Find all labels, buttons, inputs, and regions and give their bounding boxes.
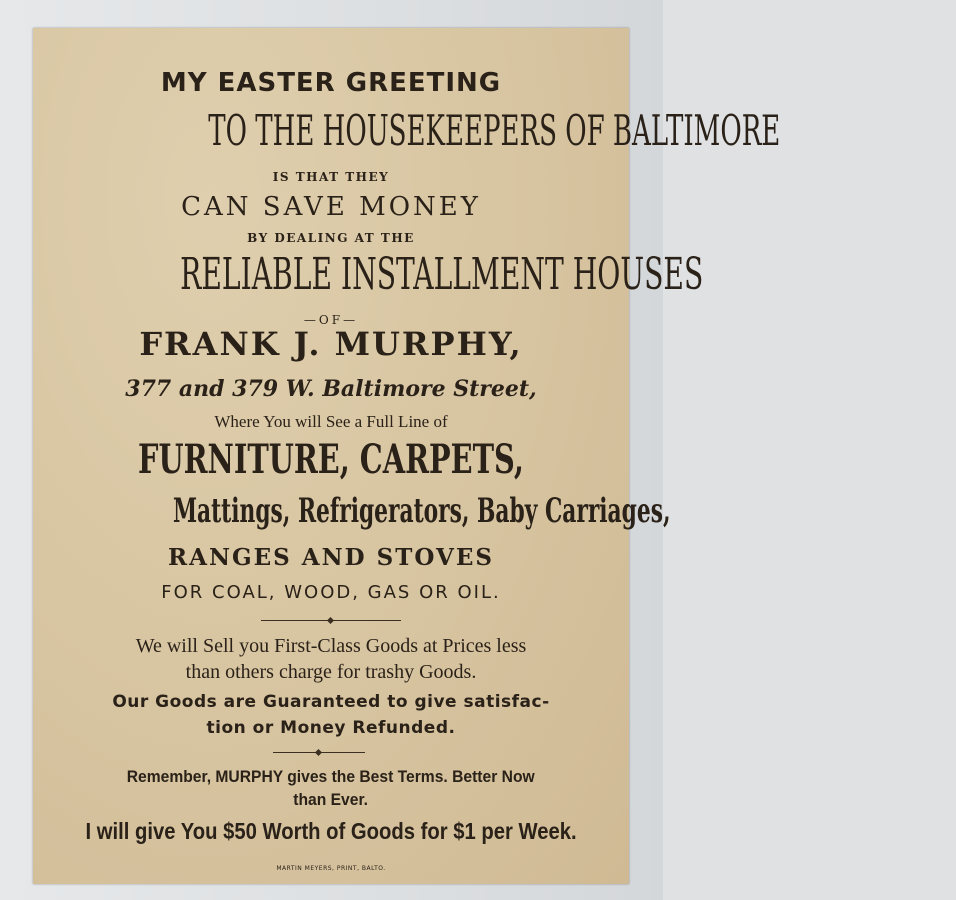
text-sell-goods-2: than others charge for trashy Goods.	[185, 661, 477, 683]
heading-frank-murphy: FRANK J. MURPHY,	[139, 325, 523, 363]
text-remember-2: than Ever.	[293, 790, 369, 809]
heading-furniture-carpets: FURNITURE, CARPETS,	[138, 436, 524, 483]
text-of: —OF—	[303, 313, 359, 327]
heading-ranges-stoves: RANGES AND STOVES	[168, 544, 494, 571]
heading-easter-greeting: MY EASTER GREETING	[160, 68, 502, 98]
printer-credit: MARTIN MEYERS, PRINT, BALTO.	[276, 865, 386, 872]
text-guarantee-1: Our Goods are Guaranteed to give satisfac-	[112, 692, 550, 712]
heading-housekeepers: TO THE HOUSEKEEPERS OF BALTIMORE	[208, 106, 781, 155]
text-fifty-dollars: I will give You $50 Worth of Goods for $1 per Week.	[85, 818, 577, 844]
text-address: 377 and 379 W. Baltimore Street,	[125, 376, 537, 402]
heading-mattings: Mattings, Refrigerators, Baby Carriages,	[172, 491, 671, 531]
heading-installment-houses: RELIABLE INSTALLMENT HOUSES	[180, 249, 704, 300]
text-sell-goods-1: We will Sell you First-Class Goods at Prices less	[135, 635, 527, 657]
text-is-that-they: IS THAT THEY	[272, 170, 390, 184]
text-by-dealing: BY DEALING AT THE	[247, 231, 415, 245]
advertising-card	[33, 28, 781, 884]
text-fuel-types: FOR COAL, WOOD, GAS OR OIL.	[161, 582, 501, 603]
text-remember-1: Remember, MURPHY gives the Best Terms. Better Now	[127, 767, 535, 786]
text-full-line: Where You will See a Full Line of	[214, 412, 448, 431]
text-guarantee-2: tion or Money Refunded.	[206, 718, 456, 738]
heading-save-money: CAN SAVE MONEY	[181, 192, 481, 222]
